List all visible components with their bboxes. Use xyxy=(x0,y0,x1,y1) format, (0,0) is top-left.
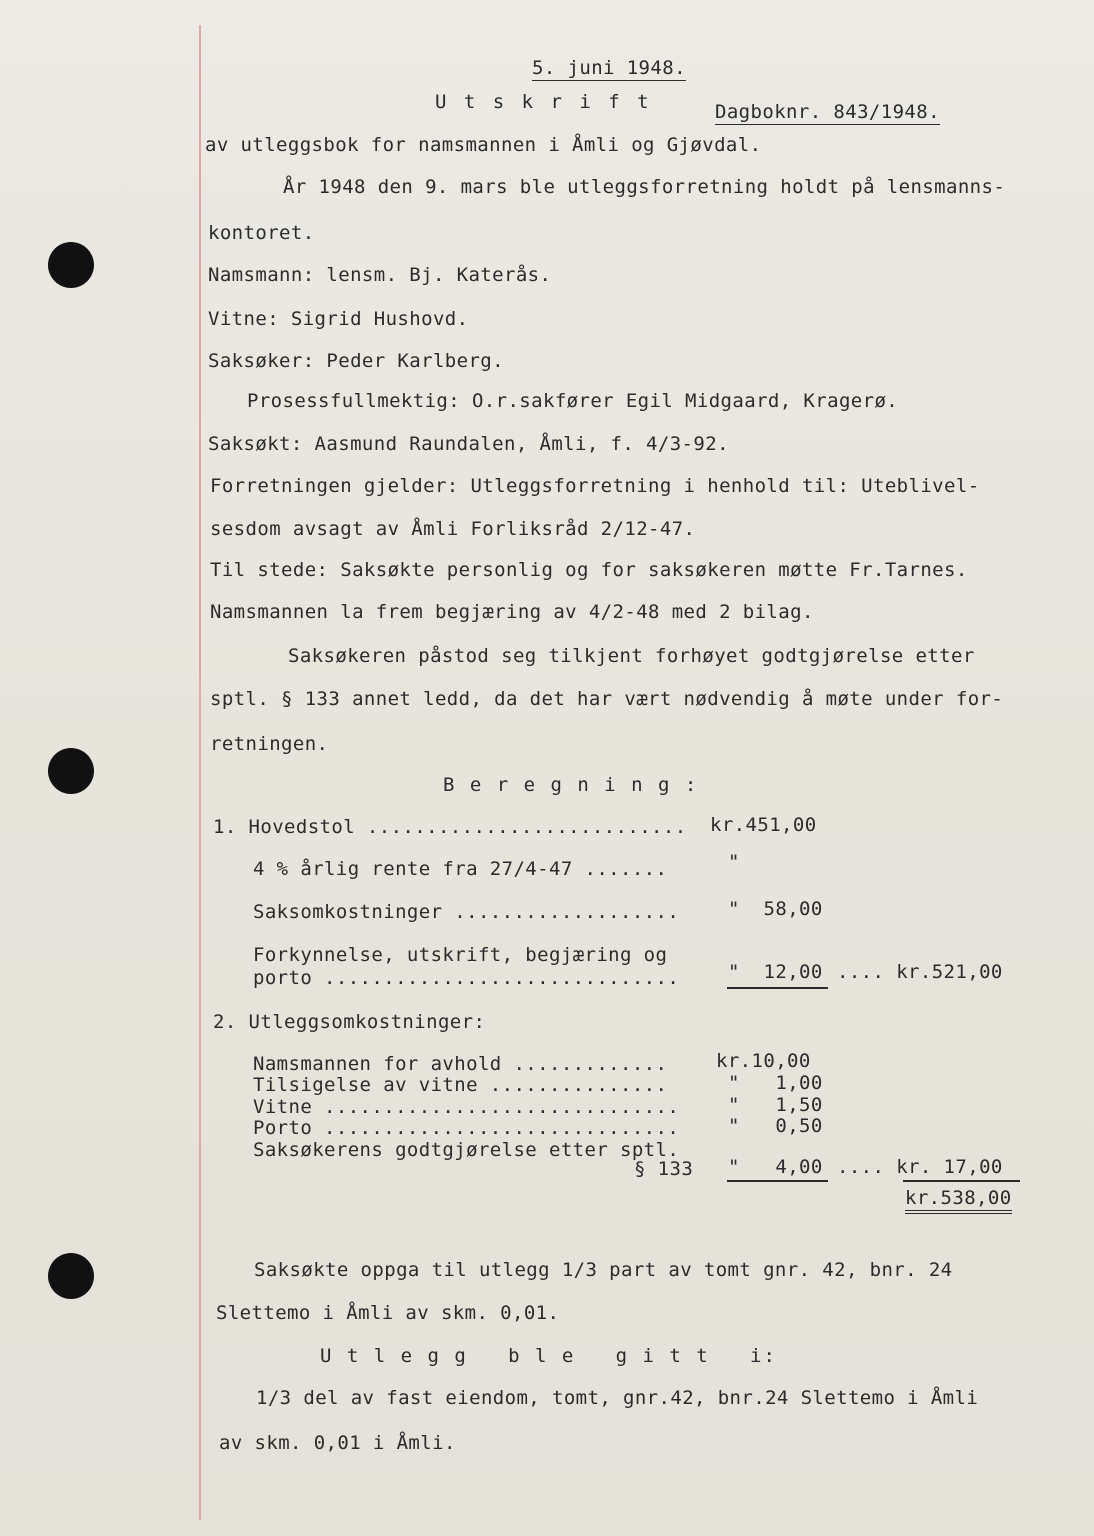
pastod-line-2: sptl. § 133 annet ledd, da det har vært nødvendig å møte under for- xyxy=(210,688,1004,710)
utlegg-line-1: 1/3 del av fast eiendom, tomt, gnr.42, bnr.24 Slettemo i Åmli xyxy=(256,1387,979,1409)
paragraph-1-line-2: kontoret. xyxy=(208,222,315,244)
item-namsmannen-amount: kr.10,00 xyxy=(716,1050,811,1072)
utlegg-line-2: av skm. 0,01 i Åmli. xyxy=(219,1432,456,1454)
item-vitne-label: Vitne .............................. xyxy=(253,1096,680,1118)
margin-line xyxy=(199,25,201,1520)
item-namsmannen-label: Namsmannen for avhold ............. xyxy=(253,1053,668,1075)
godtgjorelse-line-1: Saksøkerens godtgjørelse etter sptl. xyxy=(253,1139,680,1161)
document-date: 5. juni 1948. xyxy=(532,57,686,79)
rente-label: 4 % årlig rente fra 27/4-47 ....... xyxy=(253,858,668,880)
saksokt-line: Saksøkt: Aasmund Raundalen, Åmli, f. 4/3-92. xyxy=(208,433,729,455)
oppga-line-2: Slettemo i Åmli av skm. 0,01. xyxy=(216,1302,560,1324)
rente-amount: " xyxy=(728,851,740,873)
forkynnelse-line-1: Forkynnelse, utskrift, begjæring og xyxy=(253,944,668,966)
subtotal-1: .... kr.521,00 xyxy=(837,961,1003,983)
namsmann-line: Namsmann: lensm. Bj. Katerås. xyxy=(208,264,552,286)
subtotal-2-rule xyxy=(727,1180,828,1182)
item-porto-amount: " 0,50 xyxy=(728,1115,823,1137)
forkynnelse-amount: " 12,00 xyxy=(728,961,823,983)
item-tilsigelse-amount: " 1,00 xyxy=(728,1072,823,1094)
forretningen-line-1: Forretningen gjelder: Utleggsforretning i henhold til: Uteblivel- xyxy=(210,475,980,497)
punch-hole-middle xyxy=(48,748,94,794)
forkynnelse-line-2: porto .............................. xyxy=(253,967,680,989)
pastod-line-3: retningen. xyxy=(210,733,329,755)
grand-total-top-rule xyxy=(903,1180,1020,1182)
item-vitne-amount: " 1,50 xyxy=(728,1094,823,1116)
grand-total: kr.538,00 xyxy=(905,1187,1012,1214)
begjaering-line: Namsmannen la frem begjæring av 4/2-48 med 2 bilag. xyxy=(210,601,814,623)
utleggsomkostninger-label: 2. Utleggsomkostninger: xyxy=(213,1011,486,1033)
til-stede-line: Til stede: Saksøkte personlig og for saksøkeren møtte Fr.Tarnes. xyxy=(210,559,968,581)
calc-heading: B e r e g n i n g : xyxy=(443,774,699,796)
forretningen-line-2: sesdom avsagt av Åmli Forliksråd 2/12-47. xyxy=(210,518,696,540)
journal-number: Dagboknr. 843/1948. xyxy=(715,101,940,123)
item-porto-label: Porto .............................. xyxy=(253,1117,680,1139)
vitne-line: Vitne: Sigrid Hushovd. xyxy=(208,308,469,330)
oppga-line-1: Saksøkte oppga til utlegg 1/3 part av tomt gnr. 42, bnr. 24 xyxy=(254,1259,953,1281)
item-tilsigelse-label: Tilsigelse av vitne ............... xyxy=(253,1074,668,1096)
godtgjorelse-amount: " 4,00 xyxy=(728,1156,823,1178)
subtotal-1-rule xyxy=(727,987,828,989)
prosessfullmektig-line: Prosessfullmektig: O.r.sakfører Egil Midgaard, Kragerø. xyxy=(247,390,899,412)
saksomkostninger-label: Saksomkostninger ................... xyxy=(253,901,680,923)
intro-line: av utleggsbok for namsmannen i Åmli og Gjøvdal. xyxy=(205,134,762,156)
punch-hole-top xyxy=(48,242,94,288)
hovedstol-amount: kr.451,00 xyxy=(710,814,817,836)
paragraph-1-line-1: År 1948 den 9. mars ble utleggsforretning holdt på lensmanns- xyxy=(283,176,1006,198)
pastod-line-1: Saksøkeren påstod seg tilkjent forhøyet godtgjørelse etter xyxy=(288,645,975,667)
document-title: U t s k r i f t xyxy=(435,91,652,113)
godtgjorelse-line-2: § 133 xyxy=(634,1158,694,1180)
punch-hole-bottom xyxy=(48,1253,94,1299)
utlegg-heading: U t l e g g b l e g i t t i: xyxy=(320,1345,777,1367)
hovedstol-label: 1. Hovedstol ........................... xyxy=(213,816,687,838)
subtotal-2: .... kr. 17,00 xyxy=(837,1156,1003,1178)
saksomkostninger-amount: " 58,00 xyxy=(728,898,823,920)
saksoker-line: Saksøker: Peder Karlberg. xyxy=(208,350,504,372)
